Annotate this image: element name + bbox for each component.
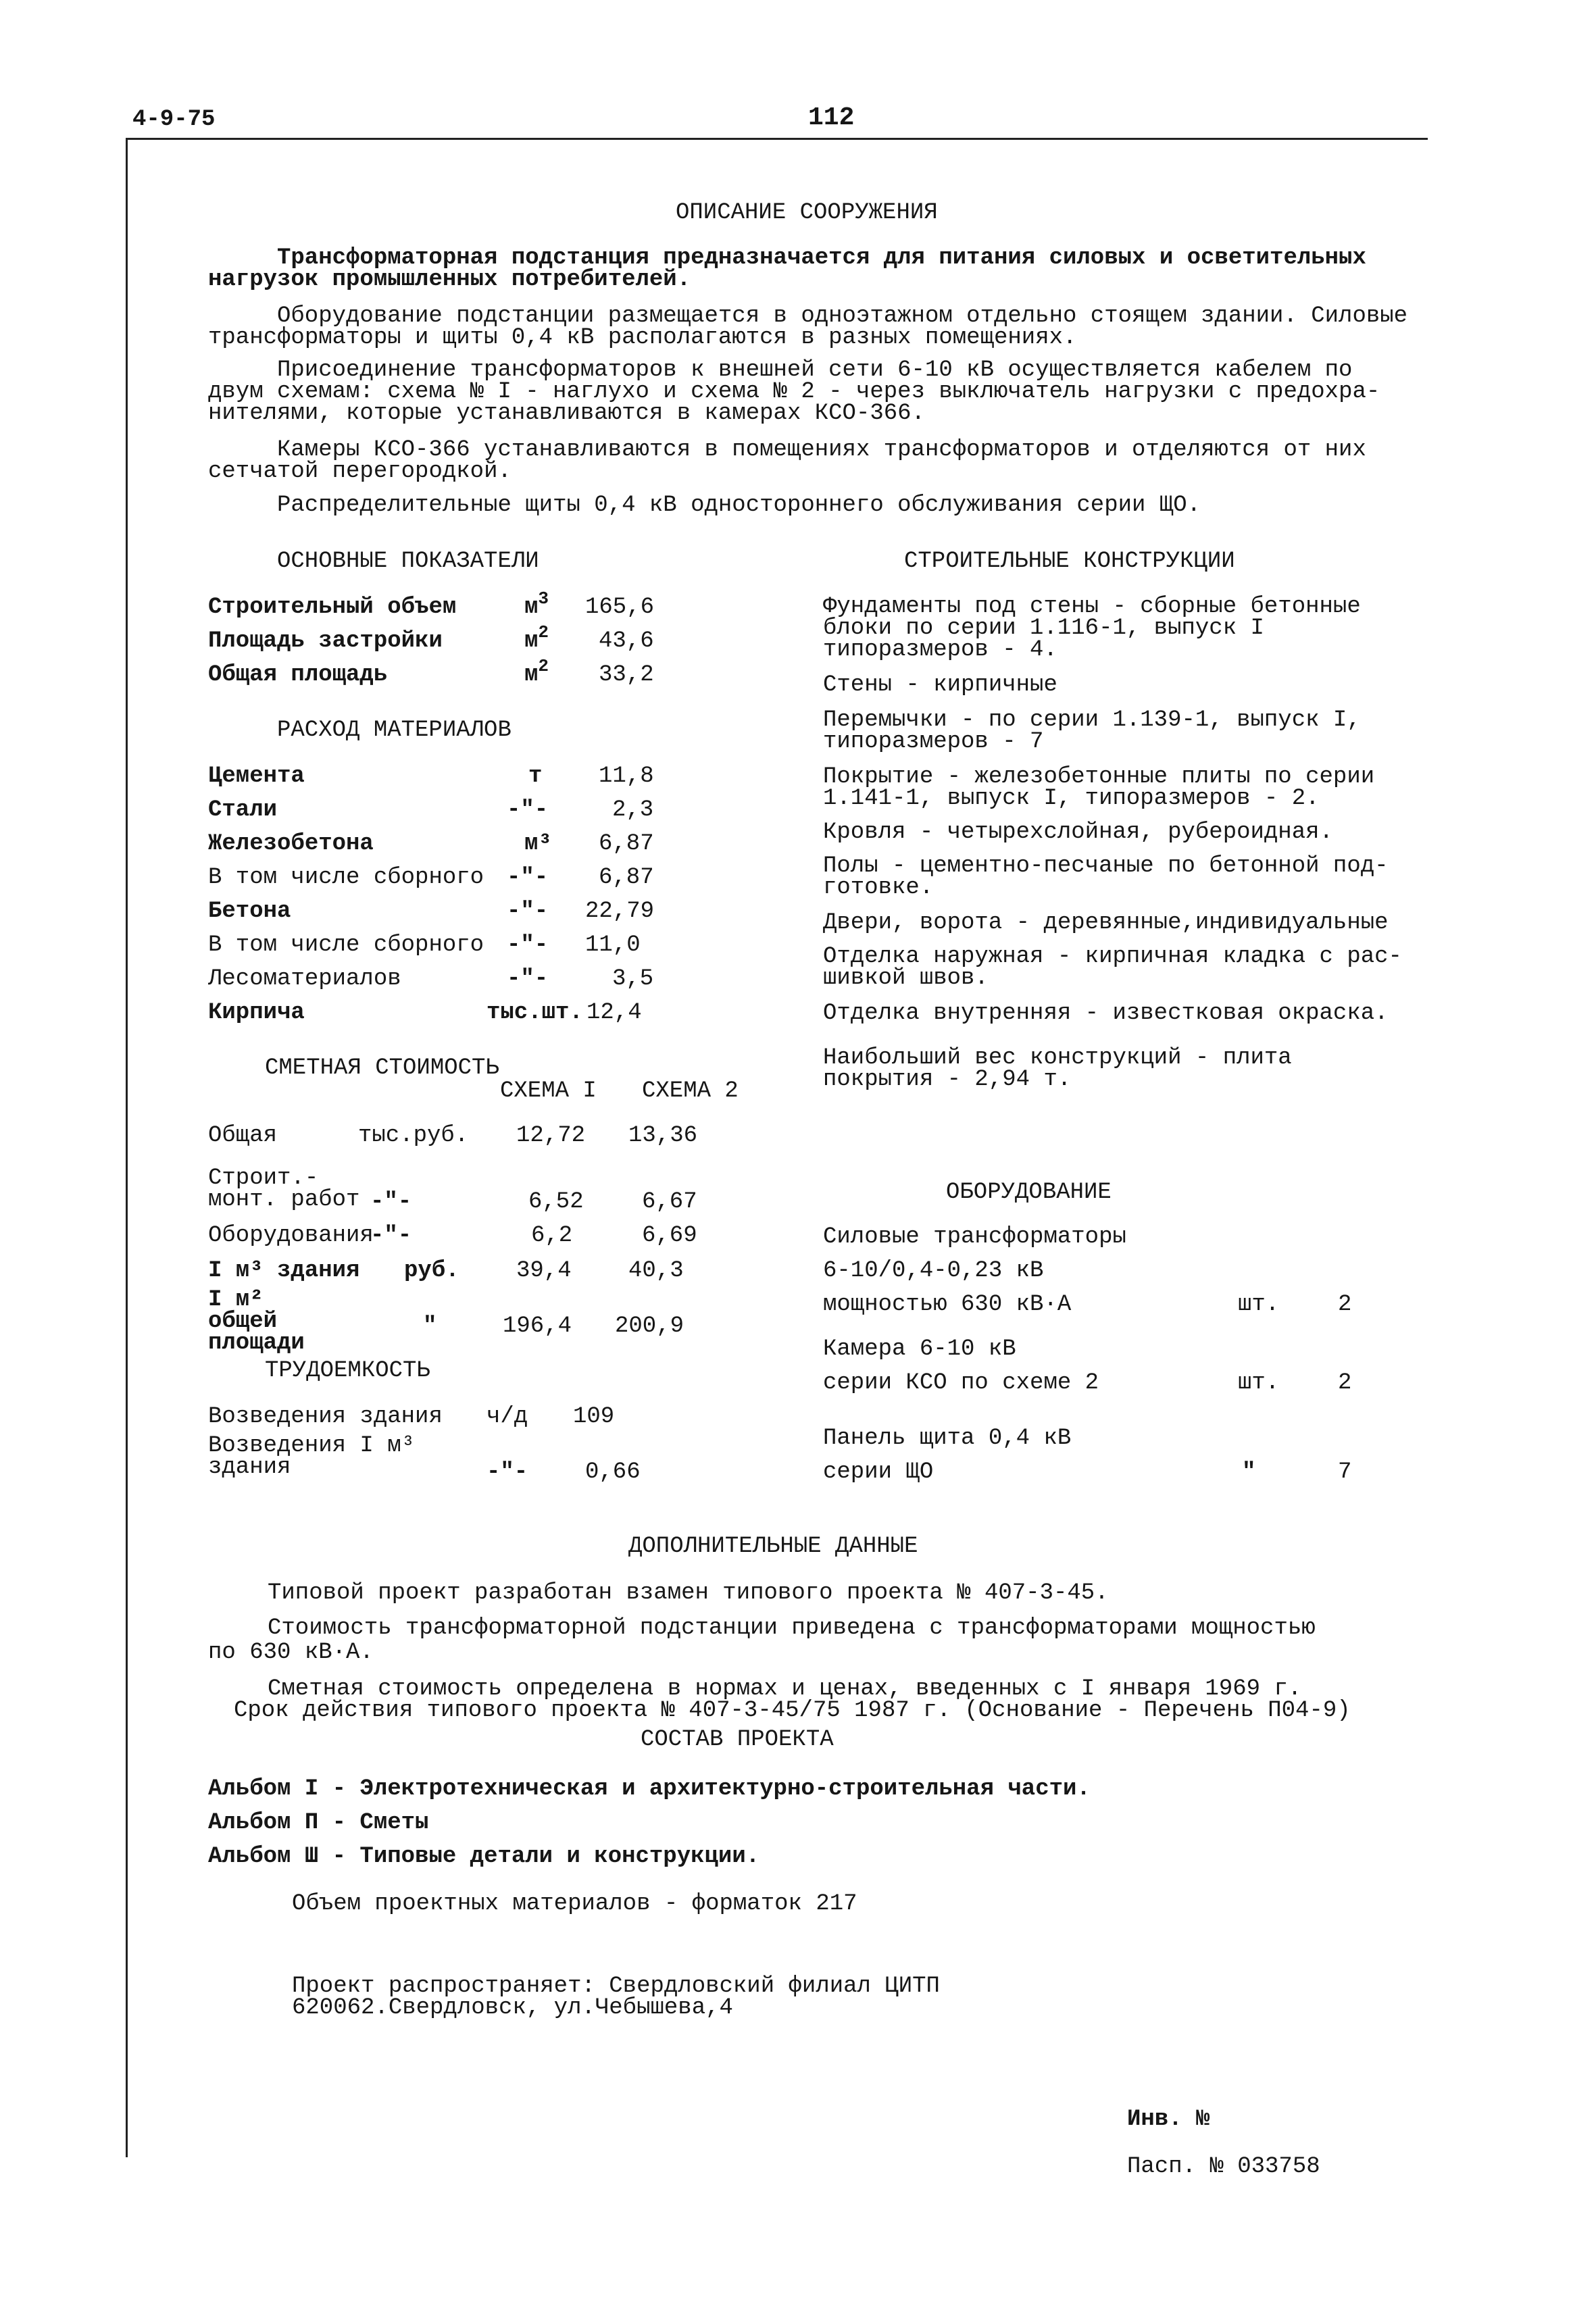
additional-heading: ДОПОЛНИТЕЛЬНЫЕ ДАННЫЕ bbox=[628, 1534, 918, 1559]
labor-value: 0,66 bbox=[585, 1459, 641, 1485]
indicator-name: Общая площадь bbox=[208, 662, 388, 688]
paragraph-1-line-1: Трансформаторная подстанция предназначается для питания силовых и осветительных bbox=[277, 245, 1366, 271]
indicators-heading: ОСНОВНЫЕ ПОКАЗАТЕЛИ bbox=[277, 549, 539, 574]
album-line: Альбом П - Сметы bbox=[208, 1810, 429, 1836]
document-code: 4-9-75 bbox=[132, 107, 216, 132]
construction-line: типоразмеров - 4. bbox=[823, 637, 1057, 663]
material-name: Цемента bbox=[208, 763, 305, 789]
labor-heading: ТРУДОЕМКОСТЬ bbox=[265, 1358, 430, 1384]
equipment-line: 6-10/0,4-0,23 кВ bbox=[823, 1258, 1044, 1284]
materials-volume: Объем проектных материалов - форматок 217 bbox=[292, 1891, 857, 1917]
material-value: 22,79 bbox=[585, 899, 655, 924]
material-value: 11,0 bbox=[585, 932, 641, 958]
labor-name: Возведения здания bbox=[208, 1404, 443, 1430]
labor-unit: -"- bbox=[487, 1459, 528, 1485]
material-name: Стали bbox=[208, 797, 278, 823]
cost-column-scheme-1: СХЕМА I bbox=[500, 1078, 597, 1104]
indicator-value: 33,2 bbox=[599, 662, 654, 688]
construction-line: покрытия - 2,94 т. bbox=[823, 1067, 1072, 1092]
equipment-line: Камера 6-10 кВ bbox=[823, 1336, 1016, 1362]
material-name: В том числе сборного bbox=[208, 865, 484, 890]
material-name: В том числе сборного bbox=[208, 932, 484, 958]
labor-unit: ч/д bbox=[487, 1404, 528, 1430]
album-line: Альбом I - Электротехническая и архитектурно-строительная части. bbox=[208, 1776, 1091, 1802]
paragraph-3-line-3: нителями, которые устанавливаются в камерах КСО-366. bbox=[208, 401, 925, 426]
construction-line: Наибольший вес конструкций - плита bbox=[823, 1045, 1292, 1071]
inventory-number: Инв. № bbox=[1127, 2107, 1210, 2132]
cost-value-1: 39,4 bbox=[516, 1258, 572, 1284]
paragraph-3-line-2: двум схемам: схема № I - наглухо и схема № 2 - через выключатель нагрузки с предохра- bbox=[208, 379, 1380, 405]
cost-value-1: 196,4 bbox=[503, 1313, 572, 1339]
cost-value-2: 13,36 bbox=[628, 1123, 698, 1149]
equipment-unit: шт. bbox=[1238, 1370, 1280, 1396]
construction-line: Кровля - четырехслойная, рубероидная. bbox=[823, 820, 1333, 845]
cost-value-2: 6,69 bbox=[642, 1223, 697, 1249]
page-title: ОПИСАНИЕ СООРУЖЕНИЯ bbox=[676, 200, 938, 226]
cost-unit: руб. bbox=[404, 1258, 459, 1284]
construction-line: Перемычки - по серии 1.139-1, выпуск I, bbox=[823, 707, 1361, 733]
material-value: 2,3 bbox=[612, 797, 654, 823]
indicator-unit: $м^3$ bbox=[524, 588, 549, 620]
paragraph-5: Распределительные щиты 0,4 кВ одностороннего обслуживания серии ЩО. bbox=[277, 493, 1201, 518]
equipment-unit: " bbox=[1242, 1459, 1256, 1485]
material-name: Железобетона bbox=[208, 831, 374, 857]
album-line: Альбом Ш - Типовые детали и конструкции. bbox=[208, 1844, 760, 1869]
distributor-line-2: 620062.Свердловск, ул.Чебышева,4 bbox=[292, 1995, 733, 2021]
cost-value-1: 12,72 bbox=[516, 1123, 586, 1149]
indicator-name: Площадь застройки bbox=[208, 628, 443, 654]
paragraph-2-line-1: Оборудование подстанции размещается в одноэтажном отдельно стоящем здании. Силовые bbox=[277, 303, 1408, 329]
cost-heading: СМЕТНАЯ СТОИМОСТЬ bbox=[265, 1055, 499, 1081]
paragraph-4-line-1: Камеры КСО-366 устанавливаются в помещениях трансформаторов и отделяются от них bbox=[277, 437, 1366, 463]
paragraph-2-line-2: трансформаторы и щиты 0,4 кВ располагаются в разных помещениях. bbox=[208, 325, 1077, 351]
cost-unit: " bbox=[423, 1313, 437, 1339]
material-value: 12,4 bbox=[587, 1000, 642, 1026]
cost-value-1: 6,2 bbox=[531, 1223, 573, 1249]
material-value: 6,87 bbox=[599, 865, 654, 890]
material-name: Кирпича bbox=[208, 1000, 305, 1026]
cost-name: Оборудования bbox=[208, 1223, 374, 1249]
cost-value-2: 40,3 bbox=[628, 1258, 684, 1284]
material-value: 6,87 bbox=[599, 831, 654, 857]
construction-line: Покрытие - железобетонные плиты по серии bbox=[823, 764, 1375, 790]
construction-line: Полы - цементно-песчаные по бетонной под- bbox=[823, 853, 1389, 879]
material-name: Бетона bbox=[208, 899, 291, 924]
composition-heading: СОСТАВ ПРОЕКТА bbox=[641, 1727, 834, 1753]
additional-line: Типовой проект разработан взамен типового проекта № 407-3-45. bbox=[268, 1580, 1109, 1606]
indicator-unit: $м^2$ bbox=[524, 656, 549, 688]
material-unit: тыс.шт. bbox=[487, 1000, 583, 1026]
additional-line: по 630 кВ·А. bbox=[208, 1640, 374, 1665]
additional-line: Срок действия типового проекта № 407-3-45/75 1987 г. (Основание - Перечень П04-9) bbox=[234, 1698, 1351, 1724]
construction-line: Стены - кирпичные bbox=[823, 672, 1057, 698]
materials-heading: РАСХОД МАТЕРИАЛОВ bbox=[277, 718, 512, 743]
cost-unit: тыс.руб. bbox=[358, 1123, 469, 1149]
material-value: 3,5 bbox=[612, 966, 654, 992]
paragraph-1-line-2: нагрузок промышленных потребителей. bbox=[208, 267, 691, 293]
material-unit: м³ bbox=[524, 831, 552, 857]
construction-line: готовке. bbox=[823, 875, 934, 901]
cost-value-2: 200,9 bbox=[615, 1313, 684, 1339]
material-unit: -"- bbox=[507, 899, 549, 924]
indicator-value: 43,6 bbox=[599, 628, 654, 654]
additional-line: Сметная стоимость определена в нормах и ценах, введенных с I января 1969 г. bbox=[268, 1676, 1302, 1702]
cost-value-1: 6,52 bbox=[528, 1189, 584, 1215]
material-value: 11,8 bbox=[599, 763, 654, 789]
equipment-line: серии ЩО bbox=[823, 1459, 934, 1485]
passport-number: Пасп. № 033758 bbox=[1127, 2154, 1320, 2180]
equipment-line: Силовые трансформаторы bbox=[823, 1224, 1126, 1250]
indicator-value: 165,6 bbox=[585, 595, 655, 620]
construction-line: шивкой швов. bbox=[823, 965, 989, 991]
equipment-line: Панель щита 0,4 кВ bbox=[823, 1426, 1072, 1451]
cost-name: Строит.-монт. работ bbox=[208, 1165, 360, 1213]
cost-name: Общая bbox=[208, 1123, 278, 1149]
construction-line: Отделка наружная - кирпичная кладка с рас- bbox=[823, 944, 1402, 970]
labor-value: 109 bbox=[573, 1404, 615, 1430]
equipment-line: серии КСО по схеме 2 bbox=[823, 1370, 1099, 1396]
paragraph-3-line-1: Присоединение трансформаторов к внешней сети 6-10 кВ осуществляется кабелем по bbox=[277, 357, 1353, 383]
equipment-unit: шт. bbox=[1238, 1292, 1280, 1317]
cost-column-scheme-2: СХЕМА 2 bbox=[642, 1078, 739, 1104]
construction-line: Фундаменты под стены - сборные бетонные bbox=[823, 594, 1361, 620]
cost-unit: -"- bbox=[370, 1189, 412, 1215]
material-unit: -"- bbox=[507, 966, 549, 992]
constructions-heading: СТРОИТЕЛЬНЫЕ КОНСТРУКЦИИ bbox=[904, 549, 1235, 574]
equipment-line: мощностью 630 кВ·А bbox=[823, 1292, 1072, 1317]
labor-name: Возведения I м³ здания bbox=[208, 1433, 416, 1480]
equipment-qty: 2 bbox=[1338, 1370, 1352, 1396]
construction-line: Отделка внутренняя - известковая окраска. bbox=[823, 1001, 1389, 1026]
additional-line: Стоимость трансформаторной подстанции приведена с трансформаторами мощностью bbox=[268, 1615, 1316, 1641]
construction-line: блоки по серии 1.116-1, выпуск I bbox=[823, 615, 1264, 641]
cost-unit: -"- bbox=[370, 1223, 412, 1249]
equipment-qty: 7 bbox=[1338, 1459, 1352, 1485]
paragraph-4-line-2: сетчатой перегородкой. bbox=[208, 459, 512, 484]
material-unit: -"- bbox=[507, 797, 549, 823]
cost-name: I м³ здания bbox=[208, 1258, 360, 1284]
material-unit: -"- bbox=[507, 932, 549, 958]
material-unit: -"- bbox=[507, 865, 549, 890]
construction-line: 1.141-1, выпуск I, типоразмеров - 2. bbox=[823, 786, 1320, 811]
indicator-unit: $м^2$ bbox=[524, 622, 549, 654]
cost-value-2: 6,67 bbox=[642, 1189, 697, 1215]
page-number: 112 bbox=[808, 103, 855, 132]
construction-line: типоразмеров - 7 bbox=[823, 729, 1044, 755]
indicator-name: Строительный объем bbox=[208, 595, 457, 620]
cost-name: I м² общей площади bbox=[208, 1287, 305, 1356]
material-unit: т bbox=[528, 763, 543, 789]
construction-line: Двери, ворота - деревянные,индивидуальные bbox=[823, 910, 1389, 936]
material-name: Лесоматериалов bbox=[208, 966, 401, 992]
distributor-line-1: Проект распространяет: Свердловский филиал ЦИТП bbox=[292, 1973, 940, 1999]
equipment-heading: ОБОРУДОВАНИЕ bbox=[946, 1180, 1112, 1205]
equipment-qty: 2 bbox=[1338, 1292, 1352, 1317]
